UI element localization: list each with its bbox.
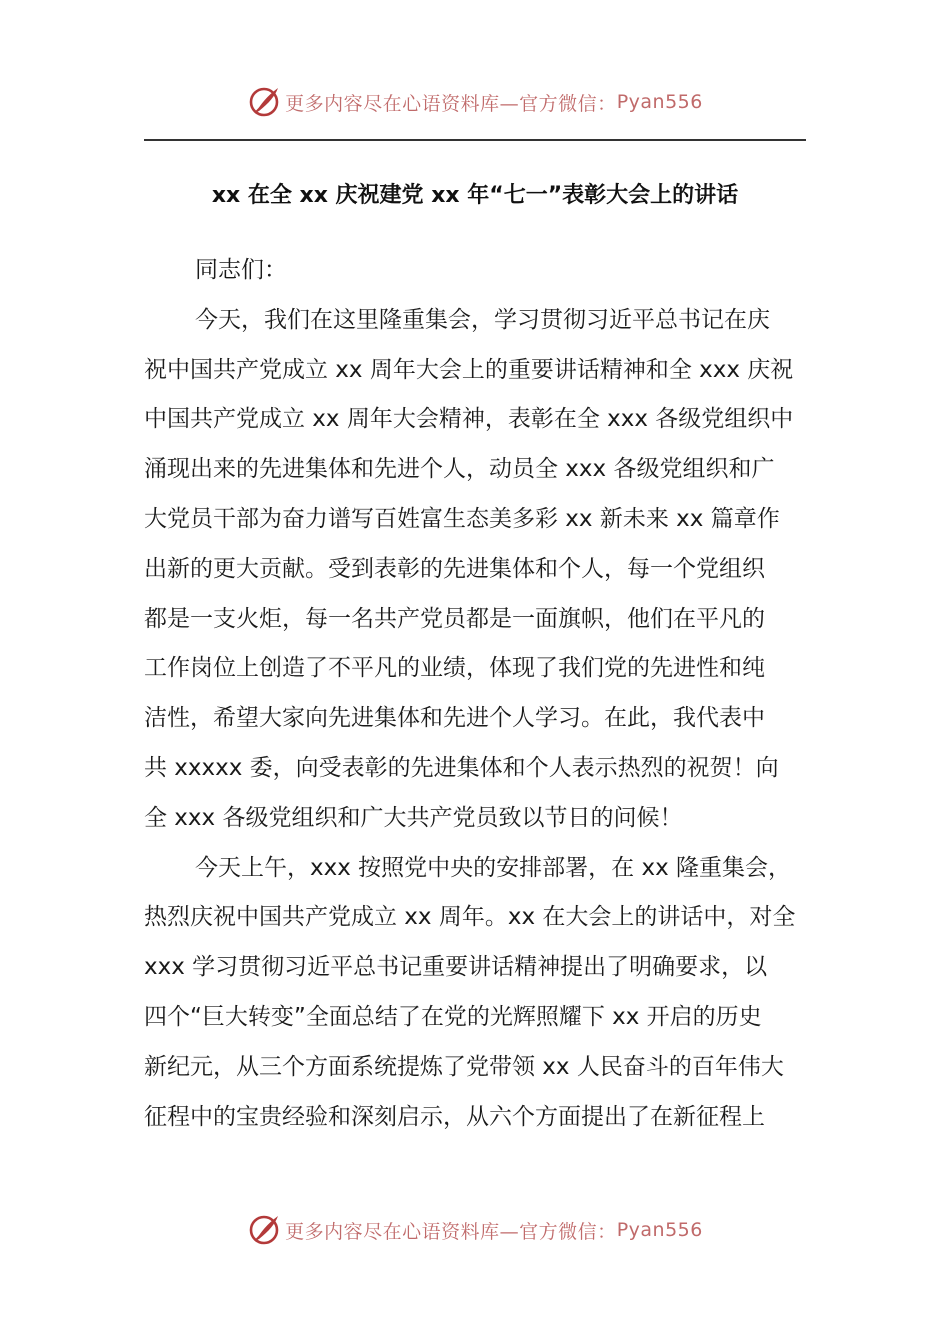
paragraph-line: 涌现出来的先进集体和先进个人，动员全 xxx 各级党组织和广 <box>144 456 775 483</box>
paragraph-line: 征程中的宝贵经验和深刻启示，从六个方面提出了在新征程上 <box>144 1103 765 1130</box>
document-title: xx 在全 xx 庆祝建党 xx 年“七一”表彰大会上的讲话 <box>211 183 739 208</box>
paragraph-line: 今天，我们在这里隆重集会，学习贯彻习近平总书记在庆 <box>195 306 770 333</box>
paragraph-line: 工作岗位上创造了不平凡的业绩，体现了我们党的先进性和纯 <box>144 655 765 682</box>
paragraph-line: 四个“巨大转变”全面总结了在党的光辉照耀下 xx 开启的历史 <box>144 1003 762 1030</box>
banner-site-text: 更多内容尽在心语资料库— <box>285 92 520 115</box>
paragraph-line: 都是一支火炬，每一名共产党员都是一面旗帜，他们在平凡的 <box>144 605 765 632</box>
paragraph-line: 共 xxxxx 委，向受表彰的先进集体和个人表示热烈的祝贺！向 <box>144 754 779 781</box>
paragraph-line: 全 xxx 各级党组织和广大共产党员致以节日的问候！ <box>144 804 683 831</box>
quill-pen-icon <box>247 1213 281 1247</box>
paragraph-line: 今天上午，xxx 按照党中央的安排部署，在 xx 隆重集会， <box>195 854 791 881</box>
banner-wechat-label: 官方微信： <box>519 1220 617 1243</box>
paragraph-line: 新纪元，从三个方面系统提炼了党带领 xx 人民奋斗的百年伟大 <box>144 1053 784 1080</box>
header-banner <box>0 82 950 122</box>
paragraph-line: 洁性，希望大家向先进集体和先进个人学习。在此，我代表中 <box>144 705 765 732</box>
salutation-line: 同志们： <box>195 257 287 283</box>
paragraph-line: 祝中国共产党成立 xx 周年大会上的重要讲话精神和全 xxx 庆祝 <box>144 356 794 383</box>
paragraph-line: 大党员干部为奋力谱写百姓富生态美多彩 xx 新未来 xx 篇章作 <box>144 505 780 532</box>
paragraph-line: 中国共产党成立 xx 周年大会精神，表彰在全 xxx 各级党组织中 <box>144 406 794 433</box>
banner-wechat-account: Pyan556 <box>616 1219 703 1241</box>
paragraph-line: xxx 学习贯彻习近平总书记重要讲话精神提出了明确要求，以 <box>144 954 768 981</box>
header-divider <box>144 139 806 141</box>
paragraph-line: 出新的更大贡献。受到表彰的先进集体和个人，每一个党组织 <box>144 555 765 582</box>
banner-wechat-label: 官方微信： <box>519 92 617 115</box>
paragraph-line: 热烈庆祝中国共产党成立 xx 周年。xx 在大会上的讲话中，对全 <box>144 904 796 931</box>
banner-wechat-account: Pyan556 <box>616 91 703 113</box>
footer-banner <box>0 1210 950 1250</box>
quill-pen-icon <box>247 85 281 119</box>
banner-site-text: 更多内容尽在心语资料库— <box>285 1220 520 1243</box>
document-body <box>144 246 809 1142</box>
